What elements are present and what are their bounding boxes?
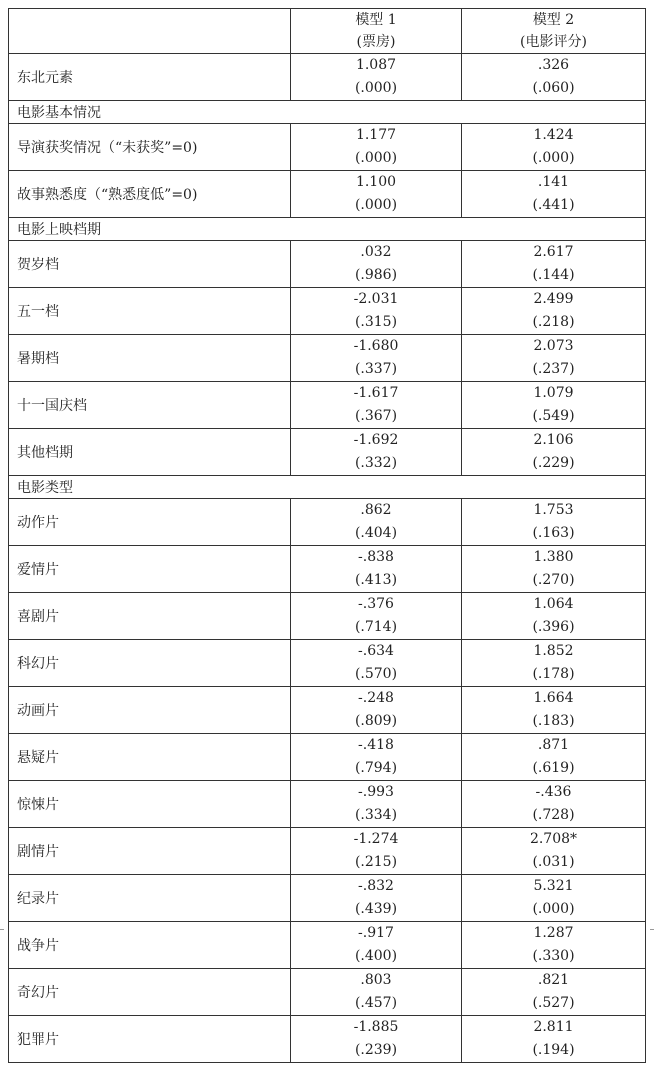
row-label: 动画片 bbox=[9, 687, 291, 734]
cell-m2 bbox=[462, 1016, 646, 1063]
row-label: 东北元素 bbox=[9, 54, 291, 101]
coefficient-m1: .032 bbox=[360, 244, 392, 260]
p-value-m1: (.413) bbox=[354, 572, 398, 588]
model-1-name: 模型 1 bbox=[355, 12, 397, 28]
model-2-name: 模型 2 bbox=[532, 12, 575, 28]
coefficient-m2: 2.708* bbox=[529, 831, 578, 847]
row-label: 悬疑片 bbox=[9, 734, 291, 781]
cell-m2 bbox=[462, 687, 646, 734]
coefficient-m2: 2.106 bbox=[533, 432, 574, 448]
p-value-m2: (.218) bbox=[532, 314, 575, 330]
cell-m2 bbox=[462, 640, 646, 687]
p-value-m2: (.060) bbox=[532, 80, 575, 96]
coefficient-m2: 1.852 bbox=[533, 643, 574, 659]
row-label: 纪录片 bbox=[9, 875, 291, 922]
section-row bbox=[9, 101, 646, 124]
p-value-m1: (.215) bbox=[354, 854, 398, 870]
p-value-m1: (.315) bbox=[354, 314, 398, 330]
coefficient-m2: 1.664 bbox=[533, 690, 574, 706]
cell-m2 bbox=[462, 546, 646, 593]
p-value-m2: (.183) bbox=[532, 713, 575, 729]
coefficient-m2: 1.287 bbox=[533, 925, 574, 941]
cell-m1 bbox=[291, 781, 462, 828]
cell-m2 bbox=[462, 429, 646, 476]
p-value-m1: (.332) bbox=[354, 455, 398, 471]
p-value-m2: (.330) bbox=[532, 948, 575, 964]
cell-m1 bbox=[291, 382, 462, 429]
p-value-m2: (.163) bbox=[532, 525, 575, 541]
table-row bbox=[9, 640, 646, 687]
page-edge-mark-left bbox=[0, 929, 4, 930]
coefficient-m2: 2.499 bbox=[533, 291, 574, 307]
p-value-m1: (.000) bbox=[354, 150, 398, 166]
header-model-1 bbox=[291, 9, 462, 54]
cell-m1 bbox=[291, 335, 462, 382]
cell-m1 bbox=[291, 124, 462, 171]
p-value-m2: (.270) bbox=[532, 572, 575, 588]
row-label: 贺岁档 bbox=[9, 241, 291, 288]
row-label: 战争片 bbox=[9, 922, 291, 969]
row-label: 动作片 bbox=[9, 499, 291, 546]
cell-m1 bbox=[291, 875, 462, 922]
p-value-m1: (.334) bbox=[354, 807, 398, 823]
coefficient-m2: .141 bbox=[537, 174, 570, 190]
coefficient-m2: 1.380 bbox=[533, 549, 574, 565]
cell-m1 bbox=[291, 734, 462, 781]
coefficient-m2: 1.753 bbox=[533, 502, 574, 518]
coefficient-m2: 1.079 bbox=[533, 385, 574, 401]
coefficient-m2: 5.321 bbox=[533, 878, 574, 894]
table-row bbox=[9, 781, 646, 828]
cell-m1 bbox=[291, 640, 462, 687]
coefficient-m2: 2.811 bbox=[533, 1019, 574, 1035]
coefficient-m1: 1.087 bbox=[355, 57, 397, 73]
cell-m1 bbox=[291, 499, 462, 546]
row-label: 惊悚片 bbox=[9, 781, 291, 828]
row-label: 奇幻片 bbox=[9, 969, 291, 1016]
cell-m1 bbox=[291, 828, 462, 875]
p-value-m1: (.986) bbox=[354, 267, 398, 283]
table-row bbox=[9, 54, 646, 101]
row-label: 爱情片 bbox=[9, 546, 291, 593]
coefficient-m1: -.634 bbox=[358, 643, 394, 659]
coefficient-m2: 1.064 bbox=[533, 596, 574, 612]
table-row bbox=[9, 288, 646, 335]
coefficient-m1: 1.177 bbox=[355, 127, 397, 143]
p-value-m1: (.439) bbox=[354, 901, 398, 917]
p-value-m1: (.404) bbox=[354, 525, 398, 541]
row-label: 十一国庆档 bbox=[9, 382, 291, 429]
table-row bbox=[9, 1016, 646, 1063]
table-row bbox=[9, 499, 646, 546]
cell-m1 bbox=[291, 429, 462, 476]
coefficient-m1: .862 bbox=[360, 502, 392, 518]
coefficient-m1: -1.617 bbox=[353, 385, 399, 401]
cell-m2 bbox=[462, 828, 646, 875]
cell-m1 bbox=[291, 593, 462, 640]
coefficient-m1: -.838 bbox=[358, 549, 394, 565]
table-row bbox=[9, 335, 646, 382]
p-value-m1: (.714) bbox=[354, 619, 398, 635]
cell-m2 bbox=[462, 875, 646, 922]
model-1-dv: (票房) bbox=[356, 34, 396, 50]
p-value-m2: (.229) bbox=[532, 455, 575, 471]
p-value-m2: (.441) bbox=[532, 197, 575, 213]
p-value-m2: (.728) bbox=[532, 807, 575, 823]
cell-m1 bbox=[291, 546, 462, 593]
cell-m2 bbox=[462, 241, 646, 288]
header-model-2 bbox=[462, 9, 646, 54]
coefficient-m2: 2.073 bbox=[533, 338, 574, 354]
table-row bbox=[9, 969, 646, 1016]
row-label: 五一档 bbox=[9, 288, 291, 335]
row-label: 导演获奖情况（“未获奖”=0) bbox=[9, 124, 291, 171]
cell-m2 bbox=[462, 382, 646, 429]
section-label: 电影上映档期 bbox=[9, 218, 646, 241]
p-value-m1: (.337) bbox=[354, 361, 398, 377]
table-row bbox=[9, 734, 646, 781]
coefficient-m1: -.832 bbox=[358, 878, 394, 894]
table-row bbox=[9, 429, 646, 476]
regression-table bbox=[8, 8, 646, 1063]
coefficient-m1: -.917 bbox=[358, 925, 394, 941]
coefficient-m2: .871 bbox=[537, 737, 570, 753]
table-row bbox=[9, 687, 646, 734]
p-value-m1: (.400) bbox=[354, 948, 398, 964]
table-row bbox=[9, 241, 646, 288]
coefficient-m1: -1.692 bbox=[353, 432, 399, 448]
cell-m1 bbox=[291, 687, 462, 734]
table-row bbox=[9, 828, 646, 875]
row-label: 故事熟悉度（“熟悉度低”=0) bbox=[9, 171, 291, 218]
table-row bbox=[9, 922, 646, 969]
table-row bbox=[9, 593, 646, 640]
p-value-m2: (.237) bbox=[532, 361, 575, 377]
p-value-m2: (.194) bbox=[532, 1042, 575, 1058]
coefficient-m1: -.418 bbox=[358, 737, 394, 753]
cell-m2 bbox=[462, 335, 646, 382]
regression-table-body bbox=[9, 9, 646, 1063]
row-label: 剧情片 bbox=[9, 828, 291, 875]
page-edge-mark-right bbox=[650, 929, 654, 930]
cell-m1 bbox=[291, 969, 462, 1016]
cell-m1 bbox=[291, 241, 462, 288]
cell-m2 bbox=[462, 288, 646, 335]
cell-m2 bbox=[462, 781, 646, 828]
section-label: 电影基本情况 bbox=[9, 101, 646, 124]
cell-m1 bbox=[291, 1016, 462, 1063]
cell-m1 bbox=[291, 922, 462, 969]
cell-m1 bbox=[291, 171, 462, 218]
p-value-m2: (.000) bbox=[532, 901, 575, 917]
table-row bbox=[9, 124, 646, 171]
row-label: 犯罪片 bbox=[9, 1016, 291, 1063]
p-value-m2: (.527) bbox=[532, 995, 575, 1011]
cell-m2 bbox=[462, 171, 646, 218]
coefficient-m1: -2.031 bbox=[353, 291, 399, 307]
cell-m1 bbox=[291, 54, 462, 101]
cell-m2 bbox=[462, 499, 646, 546]
table-row bbox=[9, 546, 646, 593]
p-value-m2: (.031) bbox=[532, 854, 575, 870]
model-2-dv: (电影评分) bbox=[520, 34, 587, 50]
coefficient-m1: -1.885 bbox=[353, 1019, 399, 1035]
p-value-m2: (.178) bbox=[532, 666, 575, 682]
coefficient-m1: -.993 bbox=[358, 784, 394, 800]
header-empty-cell bbox=[9, 9, 291, 54]
row-label: 喜剧片 bbox=[9, 593, 291, 640]
row-label: 暑期档 bbox=[9, 335, 291, 382]
coefficient-m2: 1.424 bbox=[533, 127, 574, 143]
p-value-m1: (.367) bbox=[354, 408, 398, 424]
section-row bbox=[9, 218, 646, 241]
coefficient-m1: 1.100 bbox=[355, 174, 397, 190]
table-row bbox=[9, 171, 646, 218]
coefficient-m1: .803 bbox=[360, 972, 392, 988]
cell-m1 bbox=[291, 288, 462, 335]
coefficient-m2: .821 bbox=[537, 972, 570, 988]
cell-m2 bbox=[462, 54, 646, 101]
cell-m2 bbox=[462, 969, 646, 1016]
p-value-m1: (.457) bbox=[354, 995, 398, 1011]
p-value-m1: (.239) bbox=[354, 1042, 398, 1058]
p-value-m1: (.570) bbox=[354, 666, 398, 682]
p-value-m2: (.396) bbox=[532, 619, 575, 635]
p-value-m1: (.000) bbox=[354, 80, 398, 96]
table-row bbox=[9, 382, 646, 429]
table-row bbox=[9, 875, 646, 922]
coefficient-m1: -.376 bbox=[358, 596, 394, 612]
cell-m2 bbox=[462, 734, 646, 781]
coefficient-m2: .326 bbox=[537, 57, 570, 73]
coefficient-m1: -1.274 bbox=[353, 831, 399, 847]
p-value-m2: (.000) bbox=[532, 150, 575, 166]
coefficient-m1: -1.680 bbox=[353, 338, 399, 354]
cell-m2 bbox=[462, 593, 646, 640]
row-label: 科幻片 bbox=[9, 640, 291, 687]
cell-m2 bbox=[462, 922, 646, 969]
coefficient-m2: -.436 bbox=[535, 784, 572, 800]
p-value-m1: (.000) bbox=[354, 197, 398, 213]
section-row bbox=[9, 476, 646, 499]
row-label: 其他档期 bbox=[9, 429, 291, 476]
p-value-m1: (.809) bbox=[354, 713, 398, 729]
coefficient-m1: -.248 bbox=[358, 690, 394, 706]
section-label: 电影类型 bbox=[9, 476, 646, 499]
cell-m2 bbox=[462, 124, 646, 171]
p-value-m1: (.794) bbox=[354, 760, 398, 776]
p-value-m2: (.619) bbox=[532, 760, 575, 776]
p-value-m2: (.549) bbox=[532, 408, 575, 424]
coefficient-m2: 2.617 bbox=[533, 244, 574, 260]
p-value-m2: (.144) bbox=[532, 267, 575, 283]
header-row bbox=[9, 9, 646, 54]
